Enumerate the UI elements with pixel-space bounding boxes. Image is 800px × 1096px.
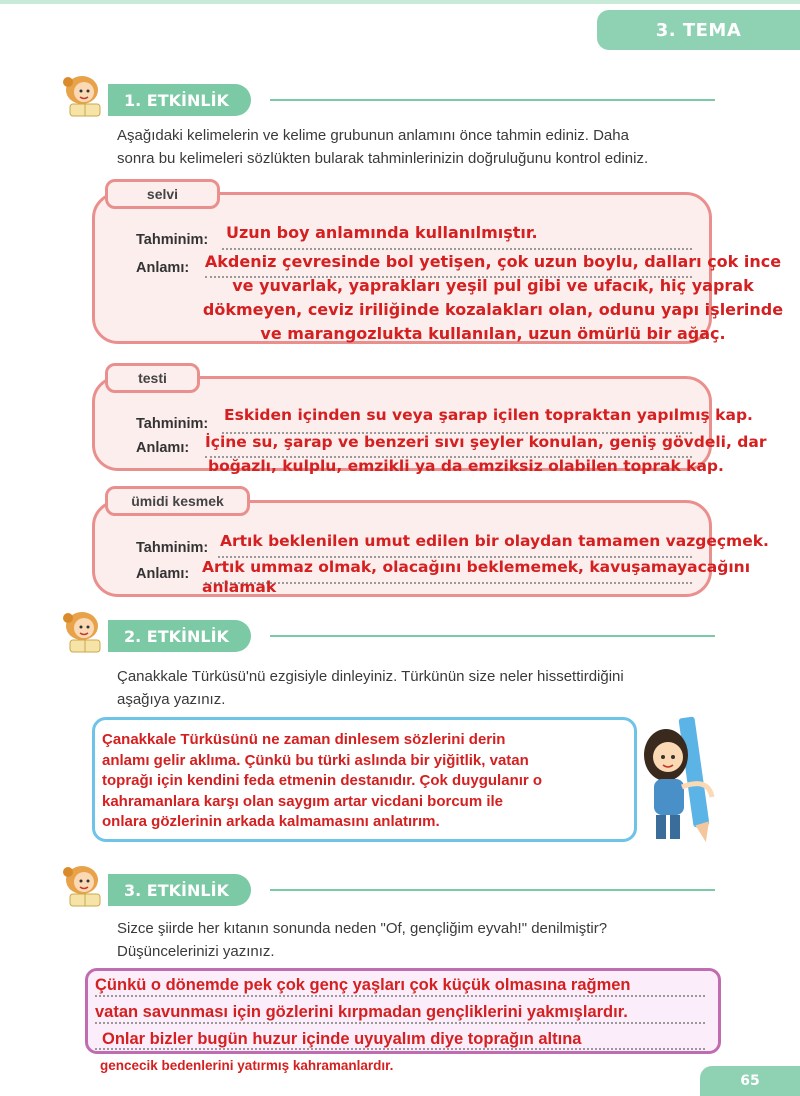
anlam-answer[interactable] <box>205 430 766 478</box>
dotted-line <box>95 995 705 997</box>
etkinlik-1-title: 1. ETKİNLİK <box>108 84 251 116</box>
anlam-line: boğazlı, kulplu, emzikli ya da emziksiz olabilen toprak kap. <box>208 457 724 475</box>
etkinlik-1-instruction <box>117 124 717 170</box>
etkinlik-3-title: 3. ETKİNLİK <box>108 874 251 906</box>
instruction-line: Aşağıdaki kelimelerin ve kelime grubunun anlamını önce tahmin ediniz. Daha <box>117 127 629 144</box>
anlami-label: Anlamı: <box>136 260 190 276</box>
anlam-line: İçine su, şarap ve benzeri sıvı şeyler konulan, geniş gövdeli, dar <box>205 433 767 451</box>
word-tab-selvi: selvi <box>105 179 220 209</box>
tahminim-label: Tahminim: <box>136 416 209 432</box>
etkinlik-2-instruction <box>117 665 717 711</box>
instruction-line: sonra bu kelimeleri sözlükten bularak tahminlerinizin doğruluğunu kontrol ediniz. <box>117 150 649 167</box>
girl-with-pencil-icon <box>638 707 726 847</box>
anlami-label: Anlamı: <box>136 440 190 456</box>
anlam-line: ve marangozlukta kullanılan, uzun ömürlü bir ağaç. <box>260 324 726 343</box>
answer-line: toprağı için kendini feda etmenin destanıdır. Çok duygulanır o <box>102 772 543 789</box>
section-rule <box>270 635 715 637</box>
dotted-line <box>95 1022 705 1024</box>
tahminim-label: Tahminim: <box>136 232 209 248</box>
answer-line: Çanakkale Türküsünü ne zaman dinlesem sözlerini derin <box>102 731 506 748</box>
anlam-line: Akdeniz çevresinde bol yetişen, çok uzun boylu, dalları çok ince <box>204 252 782 271</box>
section-rule <box>270 889 715 891</box>
page-number: 65 <box>700 1066 800 1096</box>
etkinlik-2-header <box>60 616 715 656</box>
etkinlik-3-header <box>60 870 715 910</box>
anlam-answer[interactable] <box>198 250 788 346</box>
etkinlik-2-title: 2. ETKİNLİK <box>108 620 251 652</box>
tahminim-label: Tahminim: <box>136 540 209 556</box>
etkinlik-3-answer-line[interactable]: Onlar bizler bugün huzur içinde uyuyalım diye toprağın altına <box>102 1030 582 1048</box>
top-border <box>0 0 800 4</box>
answer-line: onlara gözlerinin arkada kalmamasını anlatırım. <box>102 813 440 830</box>
instruction-line: Çanakkale Türküsü'nü ezgisiyle dinleyiniz. Türkünün size neler hissettirdiğini <box>117 668 624 685</box>
etkinlik-1-header <box>60 80 715 120</box>
etkinlik-3-answer-line[interactable]: vatan savunması için gözlerini kırpmadan gençliklerini yakmışlardır. <box>95 1003 628 1021</box>
answer-line: anlamı gelir aklıma. Çünkü bu türki aslında bir yiğitlik, vatan <box>102 751 529 769</box>
tema-tab: 3. TEMA <box>597 10 800 50</box>
word-tab-umidi-kesmek: ümidi kesmek <box>105 486 250 516</box>
anlam-line: ve yuvarlak, yaprakları yeşil pul gibi ve ufacık, hiç yaprak <box>232 276 754 295</box>
tahmin-answer[interactable]: Eskiden içinden su veya şarap içilen topraktan yapılmış kap. <box>224 406 753 424</box>
etkinlik-2-answer[interactable] <box>102 730 632 833</box>
etkinlik-3-answer-line[interactable]: Çünkü o dönemde pek çok genç yaşları çok küçük olmasına rağmen <box>95 976 631 994</box>
instruction-line: Sizce şiirde her kıtanın sonunda neden "Of, gençliğim eyvah!" denilmiştir? <box>117 920 608 937</box>
instruction-line: Düşüncelerinizi yazınız. <box>117 943 275 960</box>
word-tab-testi: testi <box>105 363 200 393</box>
anlam-line: anlamak <box>202 578 277 596</box>
etkinlik-3-instruction <box>117 917 717 963</box>
etkinlik-3-answer-line[interactable]: gencecik bedenlerini yatırmış kahramanlardır. <box>100 1058 394 1073</box>
anlam-line: dökmeyen, ceviz iriliğinde kozalakları olan, odunu yapı işlerinde <box>202 300 784 319</box>
tahmin-answer[interactable]: Uzun boy anlamında kullanılmıştır. <box>226 223 538 242</box>
instruction-line: aşağıya yazınız. <box>117 691 226 708</box>
anlam-answer[interactable] <box>202 557 750 597</box>
tahmin-answer[interactable]: Artık beklenilen umut edilen bir olaydan tamamen vazgeçmek. <box>220 532 769 550</box>
anlami-label: Anlamı: <box>136 566 190 582</box>
answer-line: kahramanlara karşı olan saygım artar vicdani borcum ile <box>102 792 504 810</box>
section-rule <box>270 99 715 101</box>
anlam-line: Artık ummaz olmak, olacağını beklememek, kavuşamayacağını <box>202 558 751 576</box>
